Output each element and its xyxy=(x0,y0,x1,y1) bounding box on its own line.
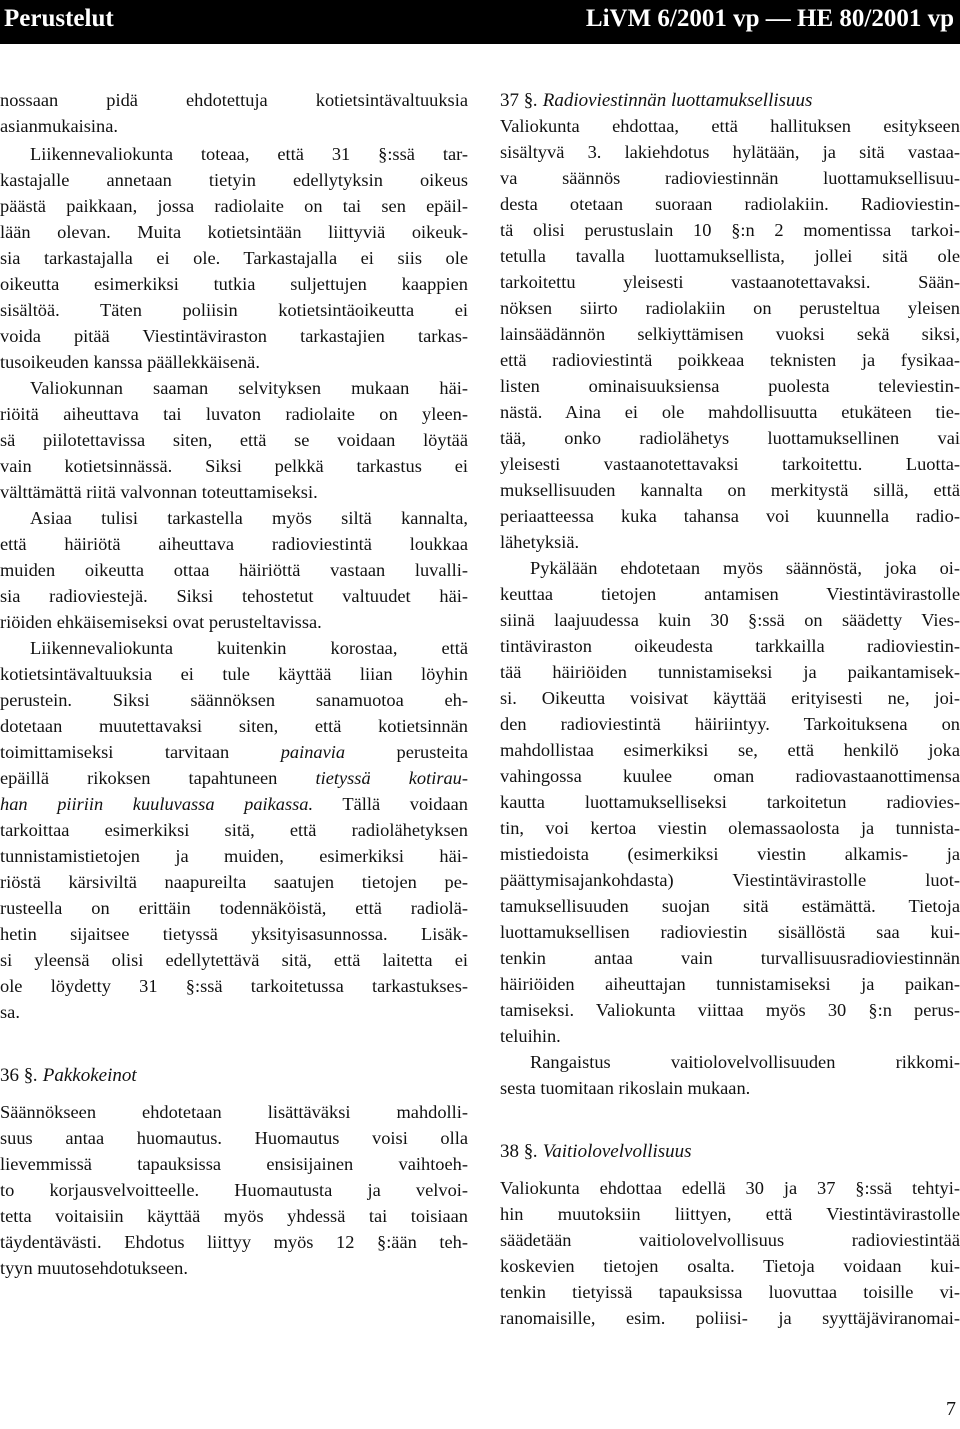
text-line: lainsäädännön selkiyttämisen vuoksi sekä siksi, xyxy=(500,324,960,344)
text-line: tää häiriöiden tunnistamiseksi ja paikantamisek- xyxy=(500,662,960,682)
text-line: tä olisi perustuslain 10 §:n 2 momentissa tarkoi- xyxy=(500,220,960,240)
text-line: teluihin. xyxy=(500,1026,561,1046)
text-line: Valiokunta ehdottaa, että hallituksen esitykseen xyxy=(500,116,960,136)
emphasis: han piiriin kuuluvassa paikassa. xyxy=(0,794,314,814)
text-line: Säännökseen ehdotetaan lisättäväksi mahdolli- xyxy=(0,1102,468,1122)
text-line: välttämättä riitä valvonnan toteuttamiseksi. xyxy=(0,482,318,502)
text-line: desta otetaan suoraan radiolakiin. Radioviestin- xyxy=(500,194,960,214)
emphasis: . Radioviestinnän luottamuksellisuus xyxy=(533,90,813,111)
text-line: voida pitää Viestintäviraston tarkastajien tarkas- xyxy=(0,326,468,346)
text-line: va säännös radioviestinnän luottamuksellisuu- xyxy=(500,168,960,188)
section-heading: 38 §. Vaitiolovelvollisuus xyxy=(500,1141,692,1162)
emphasis: painavia xyxy=(280,742,346,762)
running-header xyxy=(0,0,960,44)
text-line: si yleensä olisi edellytettävä sitä, että laitetta ei xyxy=(0,950,468,970)
text-line: säädetään vaitiolovelvollisuus radioviestintää xyxy=(500,1230,960,1250)
text-line: oikeutta esimerkiksi tutkia suljettujen kaappien xyxy=(0,274,468,294)
text-line: tenkin antaa vain turvallisuusradioviestinnän xyxy=(500,948,960,968)
text-line: täydentävästi. Ehdotus liittyy myös 12 §:ään teh- xyxy=(0,1232,468,1252)
text-line: tin, voi kertoa viestin olemassaolosta ja tunnista- xyxy=(500,818,960,838)
page-number: 7 xyxy=(946,1398,956,1420)
text-line: to korjausvelvoitteelle. Huomautusta ja velvoi- xyxy=(0,1180,468,1200)
text-line: kotietsintävaltuuksia ei tule käyttää liian löyhin xyxy=(0,664,468,684)
text-line: tarkoitettu yleisesti vastaanotettavaksi. Sään- xyxy=(500,272,960,292)
text-line: sisältyvä 3. lakiehdotus hylätään, ja sitä vastaa- xyxy=(500,142,960,162)
emphasis: . Vaitiolovelvollisuus xyxy=(533,1141,692,1162)
text-line: Pykälään ehdotetaan myös säännöstä, joka oi- xyxy=(530,558,960,578)
text-line: sesta tuomitaan rikoslain mukaan. xyxy=(500,1078,751,1098)
text-line: siinä laajuudessa kuin 30 §:ssä on säädetty Vies- xyxy=(500,610,960,630)
text-line: nästä. Aina ei ole mahdollisuutta etukäteen tie- xyxy=(500,402,960,422)
emphasis: . Pakkokeinot xyxy=(33,1065,137,1086)
text-line: tamuksellisuuden suojan sitä estämättä. Tietoja xyxy=(500,896,960,916)
text-line: han piiriin kuuluvassa paikassa. Tällä voidaan xyxy=(0,794,468,814)
text-line: että häiriötä aiheuttava radioviestintä loukkaa xyxy=(0,534,468,554)
text-line: asianmukaisina. xyxy=(0,116,118,136)
text-line: lään olevan. Muita kotietsintään liittyviä oikeuk- xyxy=(0,222,468,242)
text-line: sisältöä. Täten poliisin kotietsintäoikeutta ei xyxy=(0,300,468,320)
text-line: Valiokunnan saaman selvityksen mukaan häi- xyxy=(30,378,468,398)
text-line: tamiseksi. Valiokunta viittaa myös 30 §:n perus- xyxy=(500,1000,960,1020)
text-line: koskevien tietojen osalta. Tietoja voidaan kui- xyxy=(500,1256,960,1276)
section-heading: 36 §. Pakkokeinot xyxy=(0,1065,137,1086)
text-line: muiden oikeutta ottaa häiriöttä vastaan luvalli- xyxy=(0,560,468,580)
text-line: kautta luottamukselliseksi tarkoitetun radiovies- xyxy=(500,792,960,812)
text-line: lievemmissä tapauksissa ensisijainen vaihtoeh- xyxy=(0,1154,468,1174)
text-line: sä piilotettavissa siten, että se voidaan löytää xyxy=(0,430,468,450)
text-line: että radioviestintä poikkeaa teknisten ja fysikaa- xyxy=(500,350,960,370)
text-line: listen ominaisuuksiensa puolesta televiestin- xyxy=(500,376,960,396)
text-line: tyyn muutosehdotukseen. xyxy=(0,1258,188,1278)
section-heading: 37 §. Radioviestinnän luottamuksellisuus xyxy=(500,90,813,111)
text-line: tetulla tavalla luottamuksellista, jollei sitä ole xyxy=(500,246,960,266)
text-line: si. Oikeutta voisivat käyttää erityisesti ne, joi- xyxy=(500,688,960,708)
text-line: Asiaa tulisi tarkastella myös siltä kannalta, xyxy=(30,508,468,528)
text-line: tintäviraston oikeudesta tarkkailla radioviestin- xyxy=(500,636,960,656)
document-reference: LiVM 6/2001 vp — HE 80/2001 vp xyxy=(585,5,954,32)
text-line: sia tarkastajalla ei ole. Tarkastajalla ei siis ole xyxy=(0,248,468,268)
text-line: dotetaan muutettavaksi siten, että kotietsinnän xyxy=(0,716,468,736)
text-line: rusteella on erittäin todennäköistä, että radiolä- xyxy=(0,898,468,918)
text-line: hetin sijaitsee tietyssä yksityisasunnossa. Lisäk- xyxy=(0,924,468,944)
text-line: mahdollistaa esimerkiksi se, että henkilö joka xyxy=(500,740,960,760)
text-line: perustein. Siksi säännöksen sanamuotoa eh- xyxy=(0,690,468,710)
text-line: tarkoittaa esimerkiksi sitä, että radiolähetyksen xyxy=(0,820,468,840)
text-line: tunnistamistietojen ja muiden, esimerkiksi häi- xyxy=(0,846,468,866)
text-line: epäillä rikoksen tapahtuneen tietyssä kotirau- xyxy=(0,768,468,788)
text-line: periaatteessa kuka tahansa voi kuunnella radio- xyxy=(500,506,960,526)
text-line: toimittamiseksi tarvitaan painavia perusteita xyxy=(0,742,469,762)
text-line: riöstä kärsiviltä naapureilta saatujen tietojen pe- xyxy=(0,872,468,892)
text-line: Valiokunta ehdottaa edellä 30 ja 37 §:ssä tehtyi- xyxy=(500,1178,960,1198)
text-line: nöksen siirto radiolakiin on perusteltua yleisen xyxy=(500,298,960,318)
text-line: ole löydetty 31 §:ssä tarkoitetussa tarkastukses- xyxy=(0,976,468,996)
text-line: päästä paikkaan, jossa radiolaite on tai sen epäil- xyxy=(0,196,468,216)
text-line: riöitä aiheuttava tai luvaton radiolaite on yleen- xyxy=(0,404,468,424)
text-line: päättymisajankohdasta) Viestintävirastolle luot- xyxy=(500,870,960,890)
text-line: Liikennevaliokunta toteaa, että 31 §:ssä tar- xyxy=(30,144,468,164)
text-line: mistiedoista (esimerkiksi viestin alkamis- ja xyxy=(500,844,960,864)
text-line: häiriöiden aiheuttajan tunnistamiseksi ja paikan- xyxy=(500,974,960,994)
text-line: sa. xyxy=(0,1002,20,1022)
text-line: tusoikeuden kanssa päällekkäisenä. xyxy=(0,352,260,372)
text-line: kastajalle annetaan tietyin edellytyksin oikeus xyxy=(0,170,468,190)
text-line: Rangaistus vaitiolovelvollisuuden rikkomi- xyxy=(530,1052,960,1072)
text-line: lähetyksiä. xyxy=(500,532,580,552)
section-title: Perustelut xyxy=(4,5,114,32)
text-line: ranomaisille, esim. poliisi- ja syyttäjäviranomai- xyxy=(500,1308,960,1328)
text-line: tenkin tietyissä tapauksissa luovuttaa toisille vi- xyxy=(500,1282,960,1302)
text-line: Liikennevaliokunta kuitenkin korostaa, että xyxy=(30,638,468,658)
text-line: nossaan pidä ehdotettuja kotietsintävaltuuksia xyxy=(0,90,468,110)
text-line: riöiden ehkäisemiseksi ovat perusteltavissa. xyxy=(0,612,322,632)
text-line: tetta voitaisiin käyttää myös yhdessä tai toisiaan xyxy=(0,1206,468,1226)
text-line: keuttaa tietojen antamisen Viestintävirastolle xyxy=(500,584,960,604)
text-line: vahingossa kuulee oman radiovastaanottimensa xyxy=(500,766,960,786)
text-line: suus antaa huomautus. Huomautus voisi olla xyxy=(0,1128,468,1148)
text-line: muksellisuuden kannalta on merkitystä sillä, että xyxy=(500,480,960,500)
text-line: yleisesti vastaanotettavaksi tarkoitettu. Luotta- xyxy=(500,454,960,474)
text-line: vain kotietsinnässä. Siksi pelkkä tarkastus ei xyxy=(0,456,468,476)
emphasis: tietyssä kotirau- xyxy=(315,768,468,788)
text-line: luottamuksellisen radioviestin sisällöstä saa kui- xyxy=(500,922,960,942)
text-line: hin muutoksiin liittyen, että Viestintävirastolle xyxy=(500,1204,960,1224)
text-line: sia radioviestejä. Siksi tehostetut valtuudet häi- xyxy=(0,586,468,606)
text-line: tää, onko radiolähetys luottamuksellinen vai xyxy=(500,428,960,448)
text-line: den radioviestintä häiriintyy. Tarkoituksena on xyxy=(500,714,960,734)
